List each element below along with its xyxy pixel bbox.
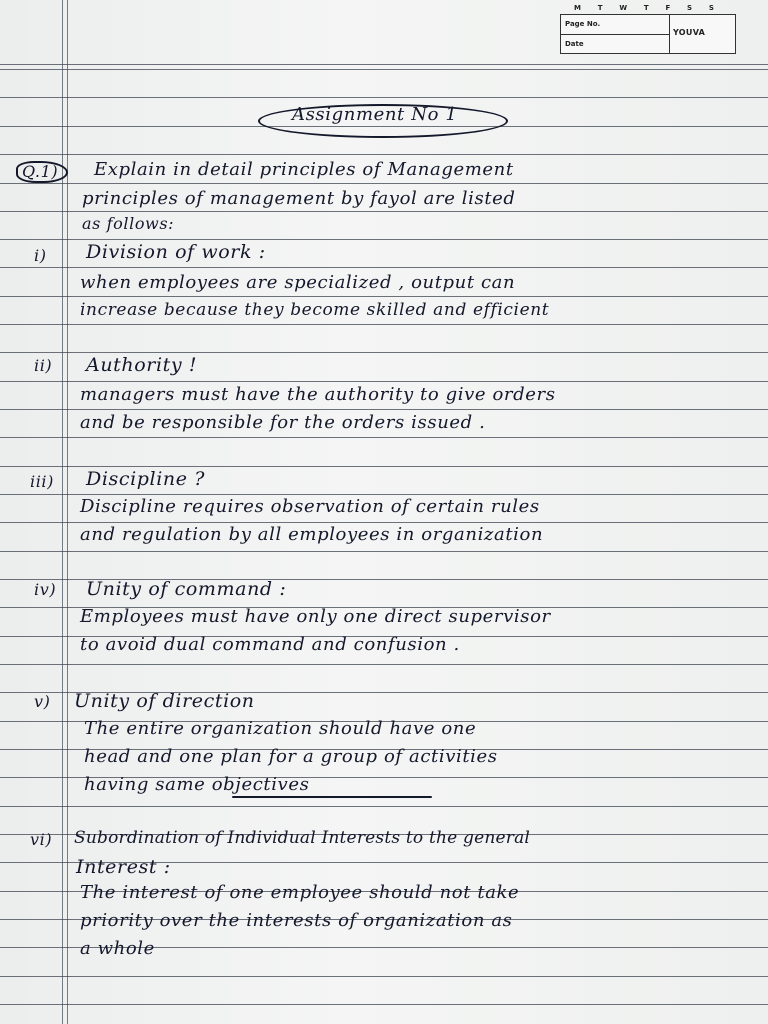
weekday-sat: S bbox=[687, 4, 693, 12]
principle-6-line-3: a whole bbox=[80, 938, 155, 959]
question-text: Explain in detail principles of Management bbox=[94, 159, 514, 180]
weekday-wed: W bbox=[619, 4, 628, 12]
principle-1-line-1: when employees are specialized , output can bbox=[80, 272, 516, 293]
principle-2-line-1: managers must have the authority to give orders bbox=[80, 384, 556, 405]
principle-6-line-1: The interest of one employee should not take bbox=[80, 882, 520, 903]
principle-6-heading: Subordination of Individual Interests to the general bbox=[74, 828, 531, 848]
principle-3-line-1: Discipline requires observation of certain rules bbox=[80, 496, 540, 517]
principle-4-heading: Unity of command : bbox=[86, 578, 287, 600]
principle-1-line-2: increase because they become skilled and efficient bbox=[80, 300, 550, 320]
weekday-thu: T bbox=[643, 4, 649, 12]
principle-3-number: iii) bbox=[30, 472, 54, 491]
page-header-box bbox=[560, 14, 736, 54]
principle-6-line-2: priority over the interests of organization as bbox=[80, 910, 513, 931]
principle-5-line-1: The entire organization should have one bbox=[84, 718, 477, 739]
principle-4-number: iv) bbox=[34, 580, 57, 599]
principle-6-heading-cont: Interest : bbox=[76, 856, 171, 878]
principle-6-number: vi) bbox=[30, 830, 53, 849]
weekday-sun: S bbox=[708, 4, 714, 12]
principle-4-line-1: Employees must have only one direct supervisor bbox=[80, 606, 551, 627]
principle-3-heading: Discipline ? bbox=[86, 468, 206, 490]
principle-2-heading: Authority ! bbox=[86, 354, 198, 376]
date-label: Date bbox=[565, 40, 584, 48]
weekday-fri: F bbox=[665, 4, 671, 12]
principle-5-line-2: head and one plan for a group of activities bbox=[84, 746, 498, 767]
page-no-label: Page No. bbox=[565, 20, 601, 28]
principle-5-line-3: having same objectives bbox=[84, 774, 310, 795]
principle-5-underline bbox=[232, 796, 432, 798]
weekday-tue: T bbox=[597, 4, 603, 12]
principle-4-line-2: to avoid dual command and confusion . bbox=[80, 634, 460, 655]
principle-5-heading: Unity of direction bbox=[74, 690, 255, 712]
page-title: Assignment No 1 bbox=[292, 104, 458, 125]
principle-3-line-2: and regulation by all employees in organization bbox=[80, 524, 544, 545]
principle-1-heading: Division of work : bbox=[86, 241, 266, 263]
brand-logo: YOUVA bbox=[673, 28, 706, 37]
question-intro-line-1: principles of management by fayol are listed bbox=[82, 188, 516, 209]
principle-2-line-2: and be responsible for the orders issued . bbox=[80, 412, 486, 433]
question-number: Q.1) bbox=[22, 162, 59, 181]
principle-2-number: ii) bbox=[34, 356, 53, 375]
principle-5-number: v) bbox=[34, 692, 51, 711]
question-intro-line-2: as follows: bbox=[82, 214, 175, 233]
weekday-mon: M bbox=[574, 4, 581, 12]
principle-1-number: i) bbox=[34, 246, 47, 265]
